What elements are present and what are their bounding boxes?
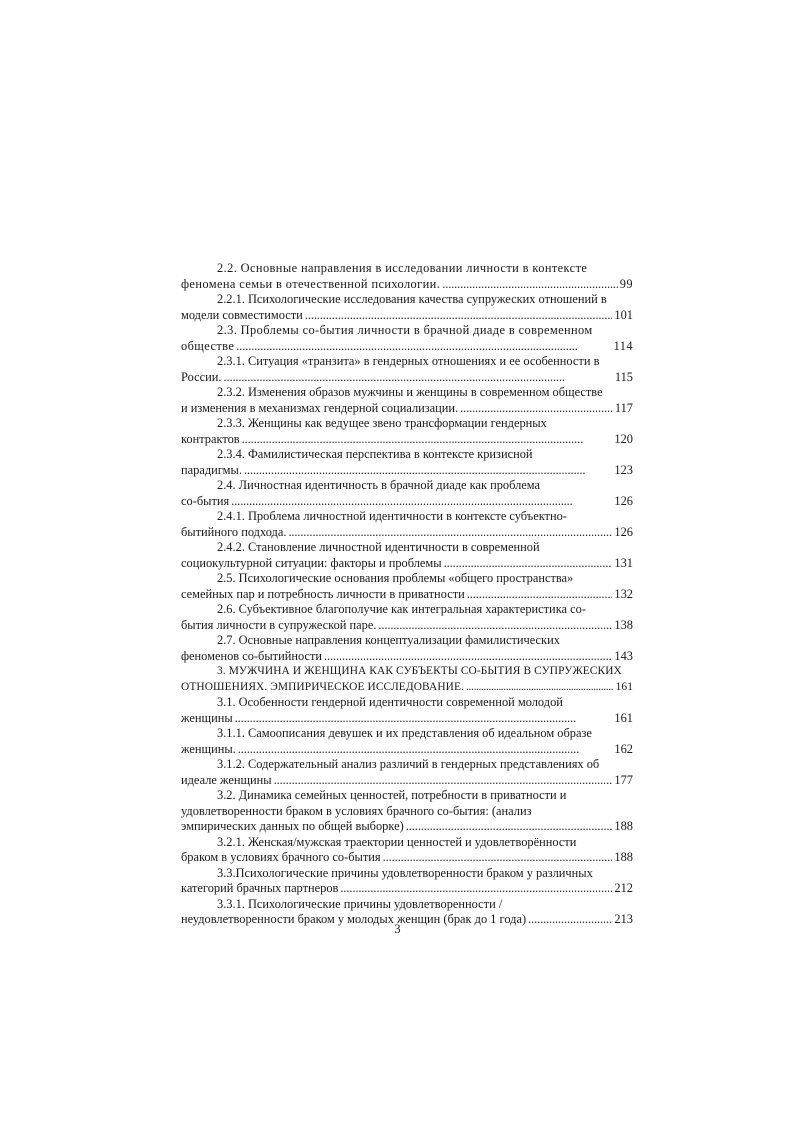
toc-entry-text: модели совместимости <box>181 307 303 322</box>
toc-entry-text: феномена семьи в отечественной психологии. <box>181 276 441 291</box>
toc-entry-last-line <box>181 432 633 448</box>
toc-entry <box>181 788 633 835</box>
toc-entry-last-line <box>181 850 633 866</box>
page-number: 3 <box>394 922 401 936</box>
toc-entry <box>181 509 633 540</box>
toc-page-number: 132 <box>614 586 633 601</box>
toc-entry <box>181 447 633 478</box>
toc-page-number: 126 <box>614 524 633 539</box>
toc-entry <box>181 757 633 788</box>
toc-page-number: 161 <box>614 710 633 725</box>
toc-entry-text: 2.6. Субъективное благополучие как интегральная характеристика со- <box>217 602 586 616</box>
toc-page-number: 138 <box>614 617 633 632</box>
toc-entry-text: обществе <box>181 338 235 353</box>
toc-entry-last-line <box>181 742 633 758</box>
toc-entry-text: ОТНОШЕНИЯХ. ЭМПИРИЧЕСКОЕ ИССЛЕДОВАНИЕ. <box>181 680 464 693</box>
toc-entry <box>181 695 633 726</box>
dot-leader <box>466 680 614 696</box>
toc-entry-text: семейных пар и потребность личности в приватности <box>181 586 465 601</box>
dot-leader <box>223 370 612 386</box>
toc-entry-text: удовлетворенности браком в условиях брачного со-бытия: (анализ <box>181 803 532 818</box>
toc-entry <box>181 835 633 866</box>
toc-entry-text: идеале женщины <box>181 772 272 787</box>
toc-page-number: 117 <box>614 400 633 415</box>
toc-page-number: 131 <box>614 555 633 570</box>
toc-entry-last-line <box>181 525 633 541</box>
dot-leader <box>442 277 618 293</box>
toc-entry-text: 2.4.1. Проблема личностной идентичности в контексте субъектно- <box>217 509 567 523</box>
toc-entry-last-line <box>181 819 633 835</box>
toc-entry-text: 3.3.1. Психологические причины удовлетворенности / <box>217 896 503 911</box>
toc-entry-last-line <box>181 463 633 479</box>
toc-entry-text: женщины <box>181 710 233 725</box>
toc-entry-text: 3.1.2. Содержательный анализ различий в гендерных представлениях об <box>217 757 600 771</box>
toc-entry-last-line <box>181 339 633 355</box>
toc-entry-text: 2.3.3. Женщины как ведущее звено трансформации гендерных <box>217 416 547 430</box>
toc-entry <box>181 571 633 602</box>
toc-entry-text: 3. МУЖЧИНА И ЖЕНЩИНА КАК СУБЪЕКТЫ СО-БЫТИЯ В СУПРУЖЕСКИХ <box>217 665 622 677</box>
toc-page-number: 161 <box>615 680 633 693</box>
dot-leader <box>324 649 612 665</box>
toc-page-number: 188 <box>614 819 633 833</box>
toc-entry <box>181 385 633 416</box>
toc-entry <box>181 478 633 509</box>
toc-entry-text: браком в условиях брачного со-бытия <box>181 850 381 864</box>
toc-entry-text: 2.3. Проблемы со-бытия личности в брачной диаде в современном <box>217 323 593 337</box>
toc-entry-last-line <box>181 277 633 293</box>
toc-page-number: 213 <box>614 912 633 926</box>
toc-entry-text: 2.4. Личностная идентичность в брачной диаде как проблема <box>217 478 541 492</box>
toc-entry-text: 3.2. Динамика семейных ценностей, потребности в приватности и <box>217 788 567 802</box>
toc-entry <box>181 323 633 354</box>
toc-page-number: 115 <box>614 369 633 384</box>
toc-entry-last-line <box>181 649 633 665</box>
toc-page-number: 212 <box>614 881 633 895</box>
toc-entry <box>181 416 633 447</box>
toc-entry-text: феноменов со-бытийности <box>181 648 323 663</box>
dot-leader <box>406 819 613 835</box>
toc-entry <box>181 602 633 633</box>
dot-leader <box>378 618 612 634</box>
toc-entry-text: 2.3.1. Ситуация «транзита» в гендерных отношениях и ее особенности в <box>217 354 600 368</box>
dot-leader <box>467 587 613 603</box>
toc-entry-text: бытия личности в супружеской паре. <box>181 617 377 632</box>
dot-leader <box>288 525 612 541</box>
toc-page-number: 99 <box>619 276 633 291</box>
toc-entry-last-line <box>181 680 633 696</box>
toc-entry <box>181 261 633 292</box>
toc-page-number: 143 <box>614 648 633 663</box>
toc-entry-last-line <box>181 618 633 634</box>
toc-entry-text: бытийного подхода. <box>181 524 287 539</box>
toc-entry <box>181 354 633 385</box>
toc-entry-text: неудовлетворенности браком у молодых женщин (брак до 1 года) <box>181 912 527 926</box>
toc-page-number: 123 <box>614 462 633 477</box>
toc-entry-text: 3.3.Психологические причины удовлетворенности браком у различных <box>217 865 593 880</box>
toc-page-number: 126 <box>614 493 633 508</box>
toc-entry-text: 2.4.2. Становление личностной идентичности в современной <box>217 540 540 554</box>
toc-entry-last-line <box>181 494 633 510</box>
dot-leader <box>460 401 613 417</box>
dot-leader <box>340 881 612 897</box>
toc-entry-text: 2.2. Основные направления в исследовании личности в контексте <box>217 261 588 275</box>
dot-leader <box>383 850 613 866</box>
toc-entry-text: эмпирических данных по общей выборке) <box>181 819 404 833</box>
toc-entry <box>181 292 633 323</box>
toc-entry <box>181 726 633 757</box>
toc-entry <box>181 866 633 897</box>
dot-leader <box>305 308 613 324</box>
toc-entry-last-line <box>181 308 633 324</box>
toc-entry-text: женщины. <box>181 741 236 756</box>
toc-entry-last-line <box>181 401 633 417</box>
dot-leader <box>444 556 613 572</box>
toc-page-number: 120 <box>614 431 633 446</box>
toc-entry-text: России. <box>181 369 222 384</box>
toc-entry-last-line <box>181 711 633 727</box>
toc-entry-text: и изменения в механизмах гендерной социализации. <box>181 400 459 415</box>
toc-entry-last-line <box>181 556 633 572</box>
dot-leader <box>244 463 612 479</box>
toc-entry-text: 3.2.1. Женская/мужская траектории ценностей и удовлетворённости <box>217 834 577 849</box>
dot-leader <box>242 432 613 448</box>
toc-entry <box>181 540 633 571</box>
toc-entry-text: категорий брачных партнеров <box>181 881 339 895</box>
dot-leader <box>235 711 613 727</box>
toc-entry-last-line <box>181 773 633 789</box>
toc-entry-text: 2.3.2. Изменения образов мужчины и женщины в современном обществе <box>217 385 603 399</box>
toc-entry-text: 2.2.1. Психологические исследования качества супружеских отношений в <box>217 292 607 306</box>
dot-leader <box>236 339 611 355</box>
toc-page-number: 114 <box>613 338 633 353</box>
toc-entry-text: 2.3.4. Фамилистическая перспектива в контексте кризисной <box>217 447 533 461</box>
toc-entry-text: 2.7. Основные направления концептуализации фамилистических <box>217 633 560 647</box>
dot-leader <box>274 773 613 789</box>
toc-entry-text: 3.1. Особенности гендерной идентичности современной молодой <box>217 695 563 709</box>
toc-entry-text: со-бытия <box>181 493 230 508</box>
dot-leader <box>231 494 612 510</box>
toc-entry-text: 3.1.1. Самоописания девушек и их представления об идеальном образе <box>217 726 592 740</box>
toc-entry-last-line <box>181 881 633 897</box>
toc-entry-last-line <box>181 370 633 386</box>
toc-entry <box>181 633 633 664</box>
toc-entry-text: парадигмы. <box>181 462 242 477</box>
toc-entry-text: контрактов <box>181 431 240 446</box>
table-of-contents <box>181 261 633 928</box>
toc-page-number: 177 <box>614 772 633 787</box>
toc-entry <box>181 664 633 695</box>
toc-page-number: 188 <box>614 850 633 864</box>
toc-page-number: 162 <box>614 741 633 756</box>
toc-entry-text: социокультурной ситуации: факторы и проблемы <box>181 555 442 570</box>
toc-entry-last-line <box>181 587 633 603</box>
toc-page-number: 101 <box>614 307 633 322</box>
dot-leader <box>238 742 613 758</box>
toc-entry-text: 2.5. Психологические основания проблемы «общего пространства» <box>217 571 574 585</box>
